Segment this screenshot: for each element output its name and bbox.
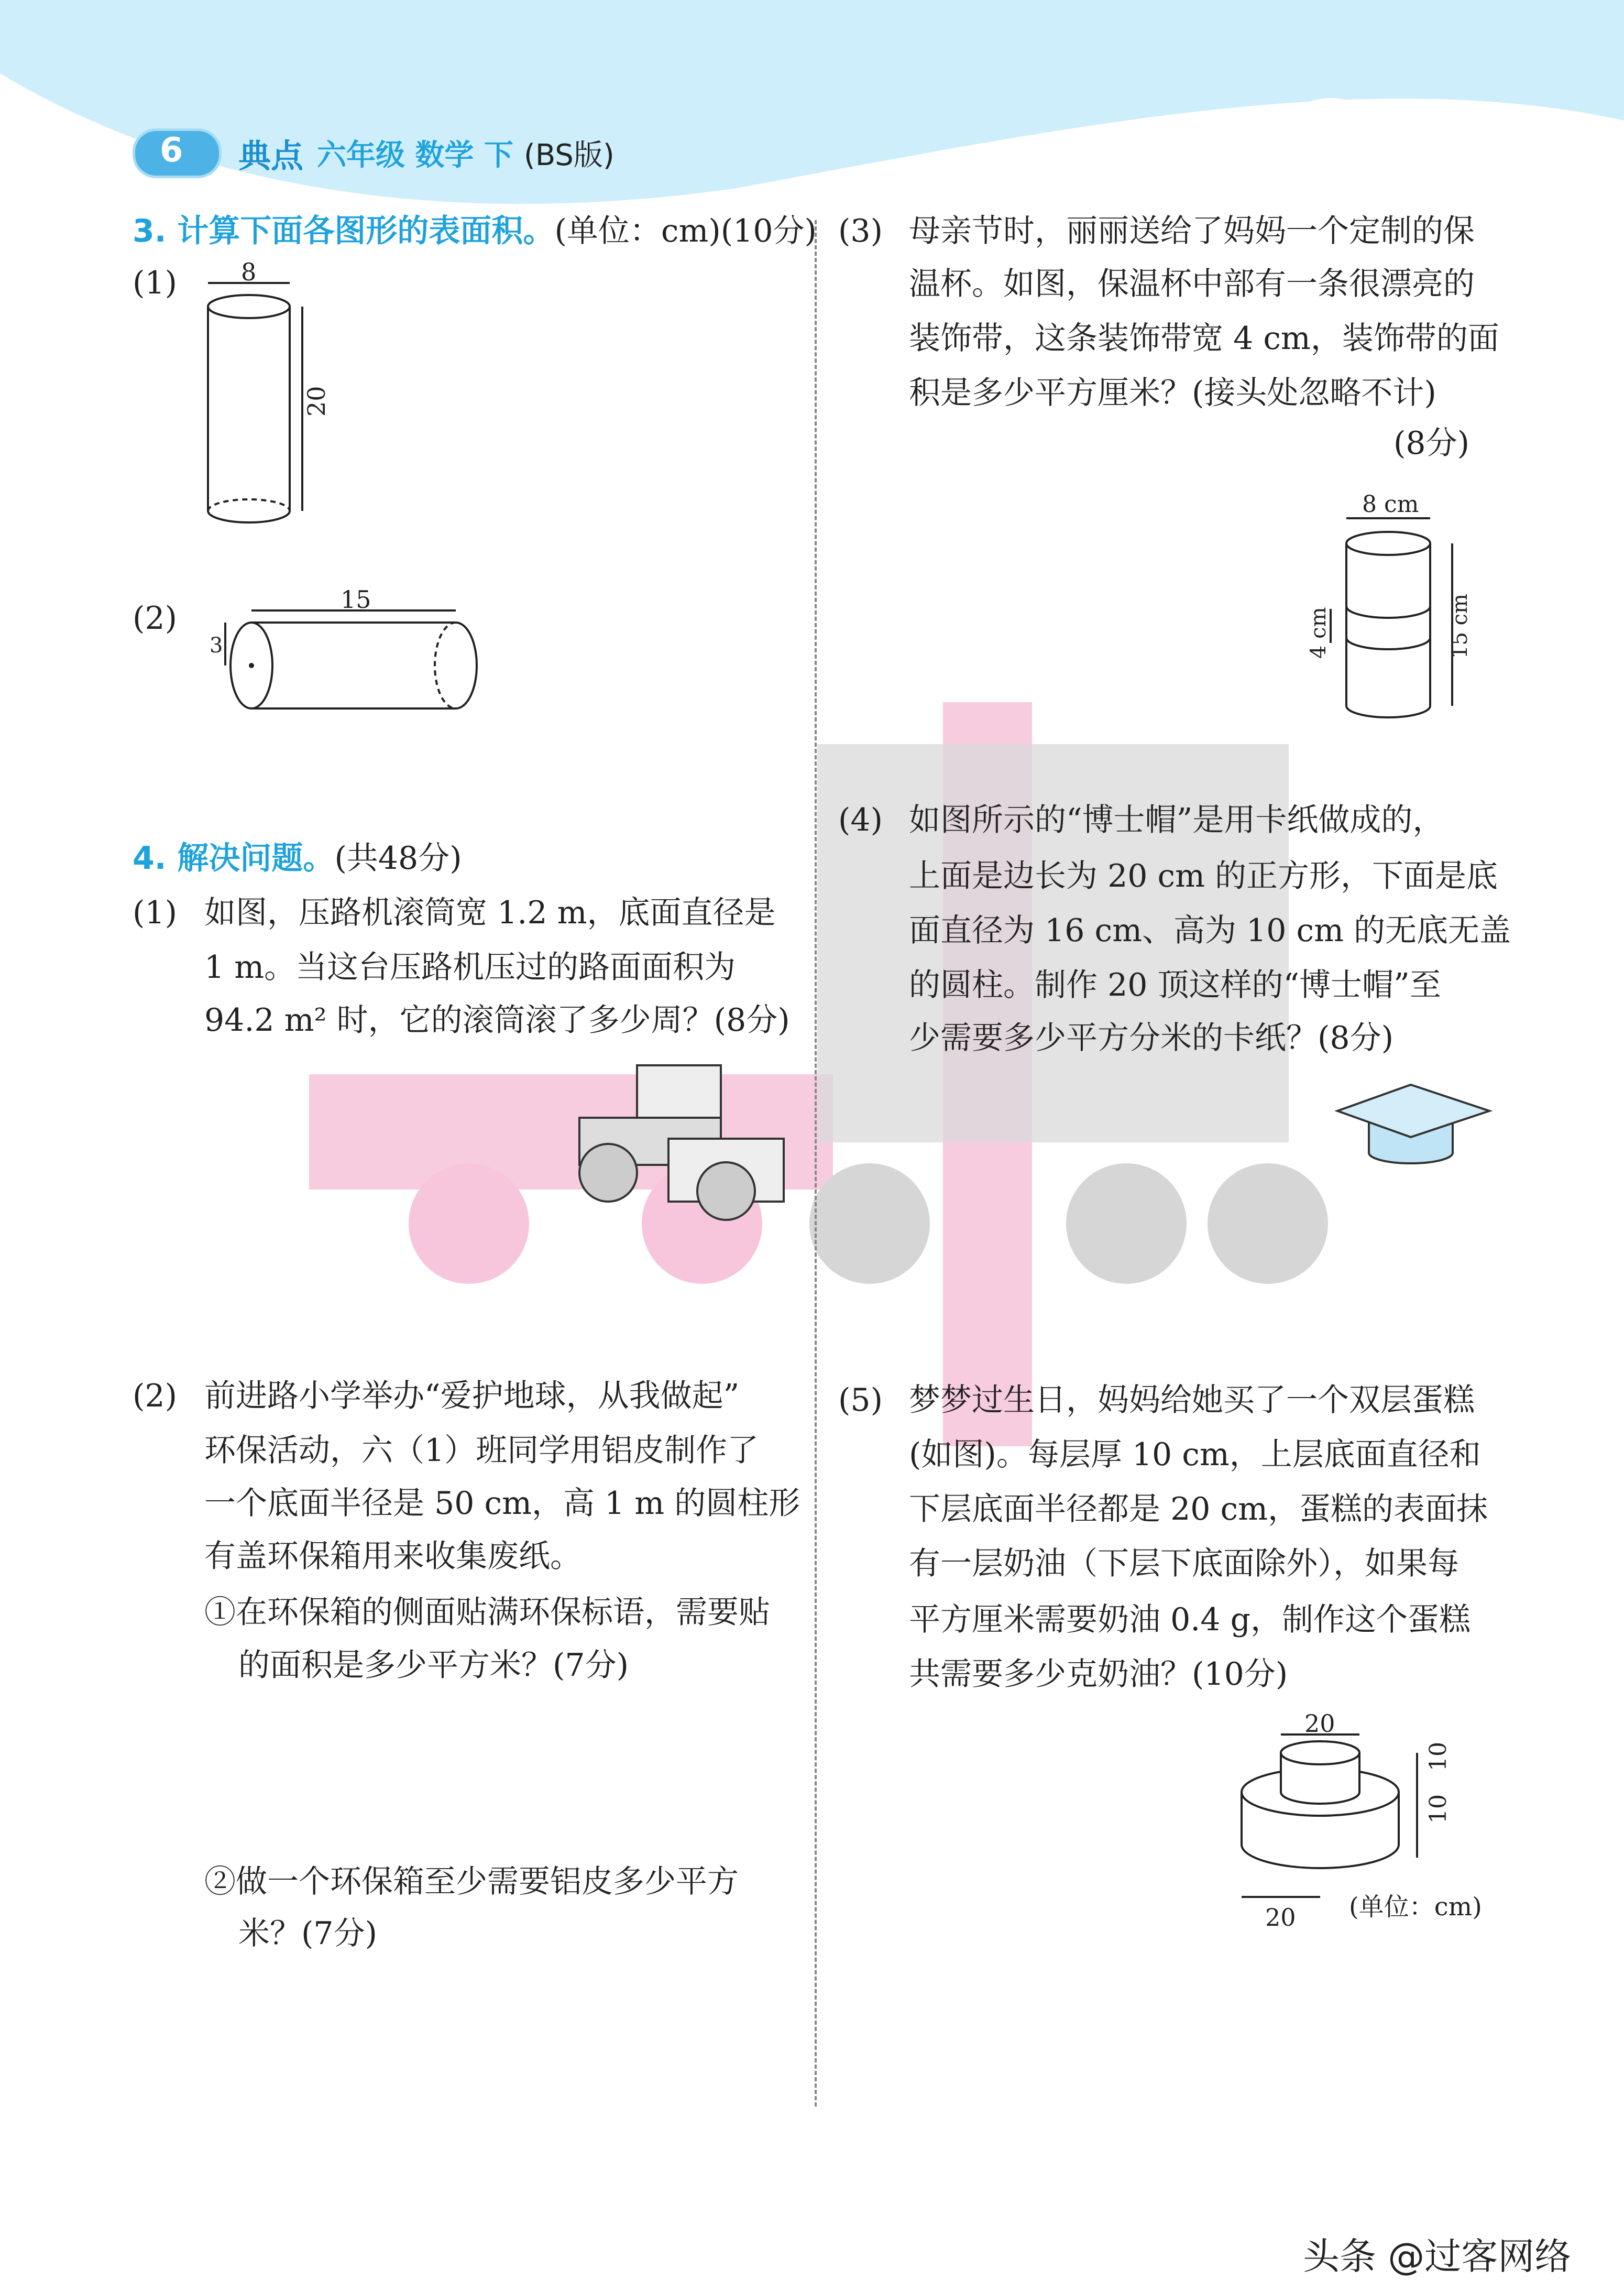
q4-p2-sub1: ①在环保箱的侧面贴满环保标语，需要贴 (204, 1594, 770, 1631)
book-title: 六年级 数学 下 (317, 138, 513, 172)
q3-p2-label: (2) (133, 600, 177, 637)
q4-p5-label: (5) (838, 1382, 883, 1419)
q4-p1-line: 94.2 m² 时，它的滚筒滚了多少周？(8分) (204, 1002, 790, 1039)
cake-unit-note: (单位：cm) (1349, 1892, 1482, 1922)
q4-p2-sub2: 米？(7分) (238, 1915, 377, 1952)
graduation-cap-illustration (1332, 1079, 1495, 1169)
cylinder-figure-2 (199, 587, 492, 718)
q4-p1-line: 1 m。当这台压路机压过的路面面积为 (204, 949, 736, 986)
q3-heading: 3. 计算下面各图形的表面积。(单位：cm)(10分) (133, 213, 817, 249)
q4-p5-line: 共需要多少克奶油？(10分) (909, 1656, 1288, 1693)
q4-p3-line: 母亲节时，丽丽送给了妈妈一个定制的保 (909, 213, 1475, 249)
q4-p5-line: 梦梦过生日，妈妈给她买了一个双层蛋糕 (909, 1382, 1475, 1419)
column-divider (815, 220, 817, 2107)
q4-p2-line: 有盖环保箱用来收集废纸。 (204, 1538, 581, 1575)
svg-text:10: 10 (1425, 1742, 1452, 1771)
svg-text:20: 20 (1304, 1709, 1335, 1738)
svg-text:3: 3 (210, 634, 223, 658)
brand-logo: 典点 (238, 137, 304, 175)
svg-text:10: 10 (1425, 1794, 1452, 1824)
q4-p5-line: 有一层奶油（下层下底面除外），如果每 (909, 1545, 1459, 1582)
q4-p3-line: 积是多少平方厘米？(接头处忽略不计) (909, 375, 1436, 411)
footer-watermark: 头条 @过客网络 (1303, 2235, 1572, 2278)
q4-p2-line: 一个底面半径是 50 cm，高 1 m 的圆柱形 (204, 1485, 800, 1522)
book-edition: (BS版) (524, 138, 615, 172)
q4-p4-line: 面直径为 16 cm、高为 10 cm 的无底无盖 (909, 912, 1511, 949)
dim-diameter: 8 (241, 258, 257, 286)
q4-p1-label: (1) (133, 894, 177, 931)
watermark-circles (409, 1163, 1352, 1300)
q3-p1-label: (1) (133, 265, 177, 301)
q4-p4-line: 如图所示的“博士帽”是用卡纸做成的， (909, 802, 1444, 838)
svg-text:15: 15 (341, 585, 371, 614)
svg-text:15 cm: 15 cm (1448, 594, 1472, 659)
q4-p4-label: (4) (838, 802, 883, 838)
q4-p2-label: (2) (133, 1378, 177, 1414)
q4-p4-line: 的圆柱。制作 20 顶这样的“博士帽”至 (909, 967, 1441, 1003)
q4-p3-line: 温杯。如图，保温杯中部有一条很漂亮的 (909, 266, 1475, 302)
q4-p5-line: 平方厘米需要奶油 0.4 g，制作这个蛋糕 (909, 1601, 1471, 1638)
q4-p5-line: (如图)。每层厚 10 cm，上层底面直径和 (909, 1436, 1481, 1473)
road-roller-illustration (574, 1060, 789, 1223)
q4-p2-line: 前进路小学举办“爱护地球，从我做起” (204, 1378, 740, 1414)
q4-p4-line: 上面是边长为 20 cm 的正方形，下面是底 (909, 858, 1498, 894)
page-number: 6 (160, 131, 183, 170)
q4-p3-score: (8分) (1393, 425, 1469, 462)
q4-heading: 4. 解决问题。(共48分) (133, 840, 462, 877)
header-band (0, 0, 1624, 220)
q4-p4-line: 少需要多少平方分米的卡纸？(8分) (909, 1020, 1393, 1056)
q4-p2-line: 环保活动，六（1）班同学用铝皮制作了 (204, 1432, 759, 1469)
q4-p2-sub2: ②做一个环保箱至少需要铝皮多少平方 (204, 1863, 739, 1900)
q4-p2-sub1: 的面积是多少平方米？(7分) (238, 1647, 629, 1684)
q4-p5-line: 下层底面半径都是 20 cm，蛋糕的表面抹 (909, 1491, 1488, 1528)
svg-text:4 cm: 4 cm (1307, 607, 1331, 659)
dim-height: 20 (302, 386, 331, 417)
thermos-figure (1307, 486, 1477, 716)
svg-text:20: 20 (1265, 1903, 1296, 1932)
q4-p3-line: 装饰带，这条装饰带宽 4 cm，装饰带的面 (909, 320, 1499, 357)
q4-p3-label: (3) (838, 213, 883, 249)
cylinder-figure-1 (199, 258, 335, 529)
svg-text:8 cm: 8 cm (1362, 491, 1419, 518)
q4-p1-line: 如图，压路机滚筒宽 1.2 m，底面直径是 (204, 894, 776, 931)
